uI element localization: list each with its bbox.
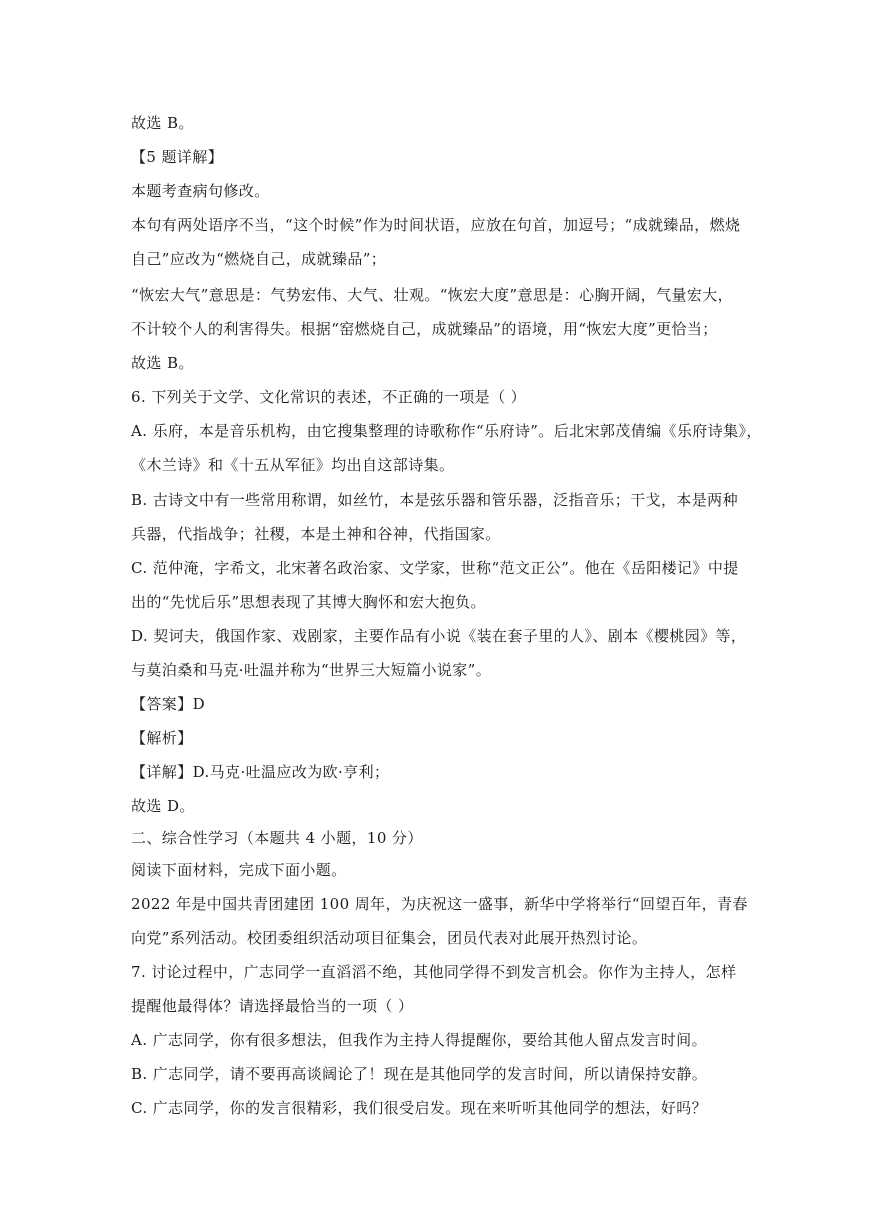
option-b: B. 古诗文中有一些常用称谓，如丝竹，本是弦乐器和管乐器，泛指音乐；干戈，本是两种 bbox=[131, 491, 738, 509]
text-line: 故选 B。 bbox=[131, 114, 194, 132]
material-text: 2022 年是中国共青团建团 100 周年，为庆祝这一盛事，新华中学将举行“回望百年，青春 bbox=[131, 895, 748, 913]
section-heading: 【5 题详解】 bbox=[131, 148, 224, 166]
option-b: B. 广志同学，请不要再高谈阔论了！现在是其他同学的发言时间，所以请保持安静。 bbox=[131, 1065, 708, 1083]
option-b-cont: 兵器，代指战争；社稷，本是土神和谷神，代指国家。 bbox=[131, 525, 501, 543]
question-stem: 7. 讨论过程中，广志同学一直滔滔不绝，其他同学得不到发言机会。你作为主持人，怎样 bbox=[131, 963, 737, 981]
analysis-heading: 【解析】 bbox=[131, 729, 193, 747]
option-a: A. 乐府，本是音乐机构，由它搜集整理的诗歌称作“乐府诗”。后北宋郭茂倩编《乐府诗集》， bbox=[131, 422, 762, 440]
option-c-cont: 出的“先忧后乐”思想表现了其博大胸怀和宏大抱负。 bbox=[131, 593, 486, 611]
question-stem: 6. 下列关于文学、文化常识的表述，不正确的一项是（ ） bbox=[131, 388, 527, 406]
text-line: 本题考查病句修改。 bbox=[131, 182, 270, 200]
text-line: 自己”应改为“燃烧自己，成就臻品”； bbox=[131, 250, 387, 268]
option-c: C. 广志同学，你的发言很精彩，我们很受启发。现在来听听其他同学的想法，好吗？ bbox=[131, 1099, 708, 1117]
text-line: “恢宏大气”意思是：气势宏伟、大气、壮观。“恢宏大度”意思是：心胸开阔，气量宏大， bbox=[131, 286, 734, 304]
option-a-cont: 《木兰诗》和《十五从军征》均出自这部诗集。 bbox=[131, 456, 455, 474]
text-line: 故选 B。 bbox=[131, 354, 194, 372]
material-text: 向党”系列活动。校团委组织活动项目征集会，团员代表对此展开热烈讨论。 bbox=[131, 929, 648, 947]
option-c: C. 范仲淹，字希文，北宋著名政治家、文学家，世称“范文正公”。他在《岳阳楼记》中提 bbox=[131, 559, 739, 577]
option-d: D. 契诃夫，俄国作家、戏剧家，主要作品有小说《装在套子里的人》、剧本《樱桃园》等， bbox=[131, 627, 747, 645]
option-a: A. 广志同学，你有很多想法，但我作为主持人得提醒你，要给其他人留点发言时间。 bbox=[131, 1031, 707, 1049]
section-title: 二、综合性学习（本题共 4 小题，10 分） bbox=[131, 829, 423, 847]
text-line: 本句有两处语序不当，“这个时候”作为时间状语，应放在句首，加逗号；“成就臻品，燃烧 bbox=[131, 216, 741, 234]
detail-explanation: 【详解】D.马克·吐温应改为欧·亨利； bbox=[131, 763, 390, 781]
text-line: 不计较个人的利害得失。根据“窑燃烧自己，成就臻品”的语境，用“恢宏大度”更恰当； bbox=[131, 320, 718, 338]
question-stem-cont: 提醒他最得体？请选择最恰当的一项（ ） bbox=[131, 997, 414, 1015]
answer: 【答案】D bbox=[131, 695, 206, 713]
instruction: 阅读下面材料，完成下面小题。 bbox=[131, 861, 347, 879]
text-line: 故选 D。 bbox=[131, 797, 195, 815]
option-d-cont: 与莫泊桑和马克·吐温并称为“世界三大短篇小说家”。 bbox=[131, 661, 492, 679]
